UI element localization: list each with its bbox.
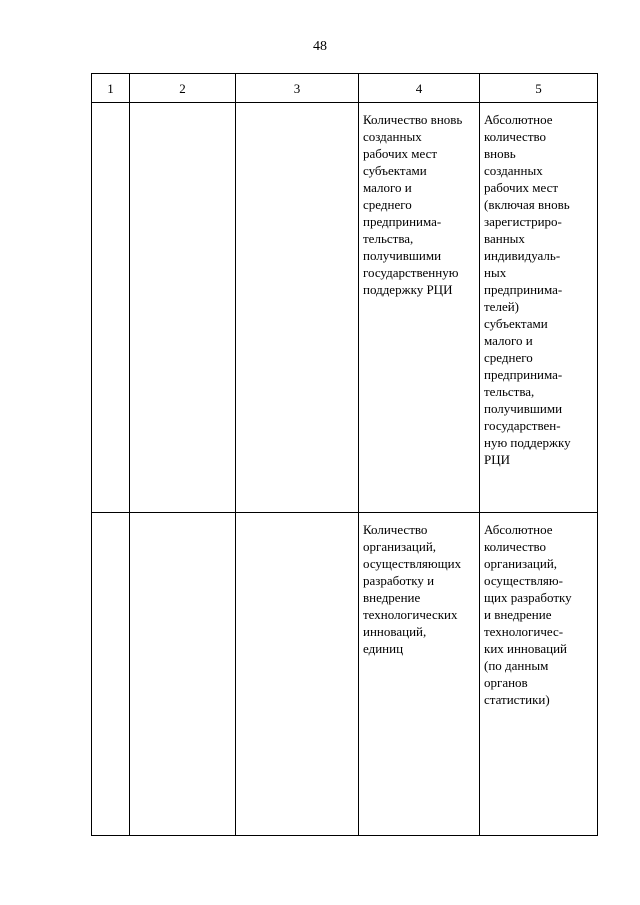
table-header-row bbox=[92, 74, 598, 103]
column-header-1: 1 bbox=[92, 74, 130, 103]
table-cell-col1 bbox=[92, 513, 130, 836]
table-cell-col2 bbox=[130, 103, 236, 513]
column-header-3: 3 bbox=[236, 74, 359, 103]
table-cell-indicator bbox=[359, 513, 480, 836]
table-cell-col1 bbox=[92, 103, 130, 513]
page-number: 48 bbox=[313, 39, 327, 54]
table-cell-col2 bbox=[130, 513, 236, 836]
column-header-2: 2 bbox=[130, 74, 236, 103]
table-cell-method bbox=[480, 103, 598, 513]
table-cell-indicator bbox=[359, 103, 480, 513]
table-cell-col3 bbox=[236, 103, 359, 513]
table-cell-col3 bbox=[236, 513, 359, 836]
indicator-text: Количество организаций, осуществляющих разработку и внедрение технологических инноваций, единиц bbox=[363, 522, 462, 656]
method-text: Абсолютное количество организаций, осуществляю- щих разработку и внедрение технологичес- ких инноваций (по данным органов статистики) bbox=[484, 522, 572, 707]
column-header-4: 4 bbox=[359, 74, 480, 103]
column-header-5: 5 bbox=[480, 74, 598, 103]
indicator-text: Количество вновь созданных рабочих мест субъектами малого и среднего предпринима- тельства, получившими государственную поддержку РЦИ bbox=[363, 112, 463, 297]
table-cell-method bbox=[480, 513, 598, 836]
indicator-table bbox=[91, 73, 598, 836]
table-row bbox=[92, 103, 598, 513]
table-row bbox=[92, 513, 598, 836]
method-text: Абсолютное количество вновь созданных рабочих мест (включая вновь зарегистриро- ванных индивидуаль- ных предпринима- телей) субъектами малого и среднего предпринима- тельства, получившими государствен- ную поддержку РЦИ bbox=[484, 112, 571, 467]
